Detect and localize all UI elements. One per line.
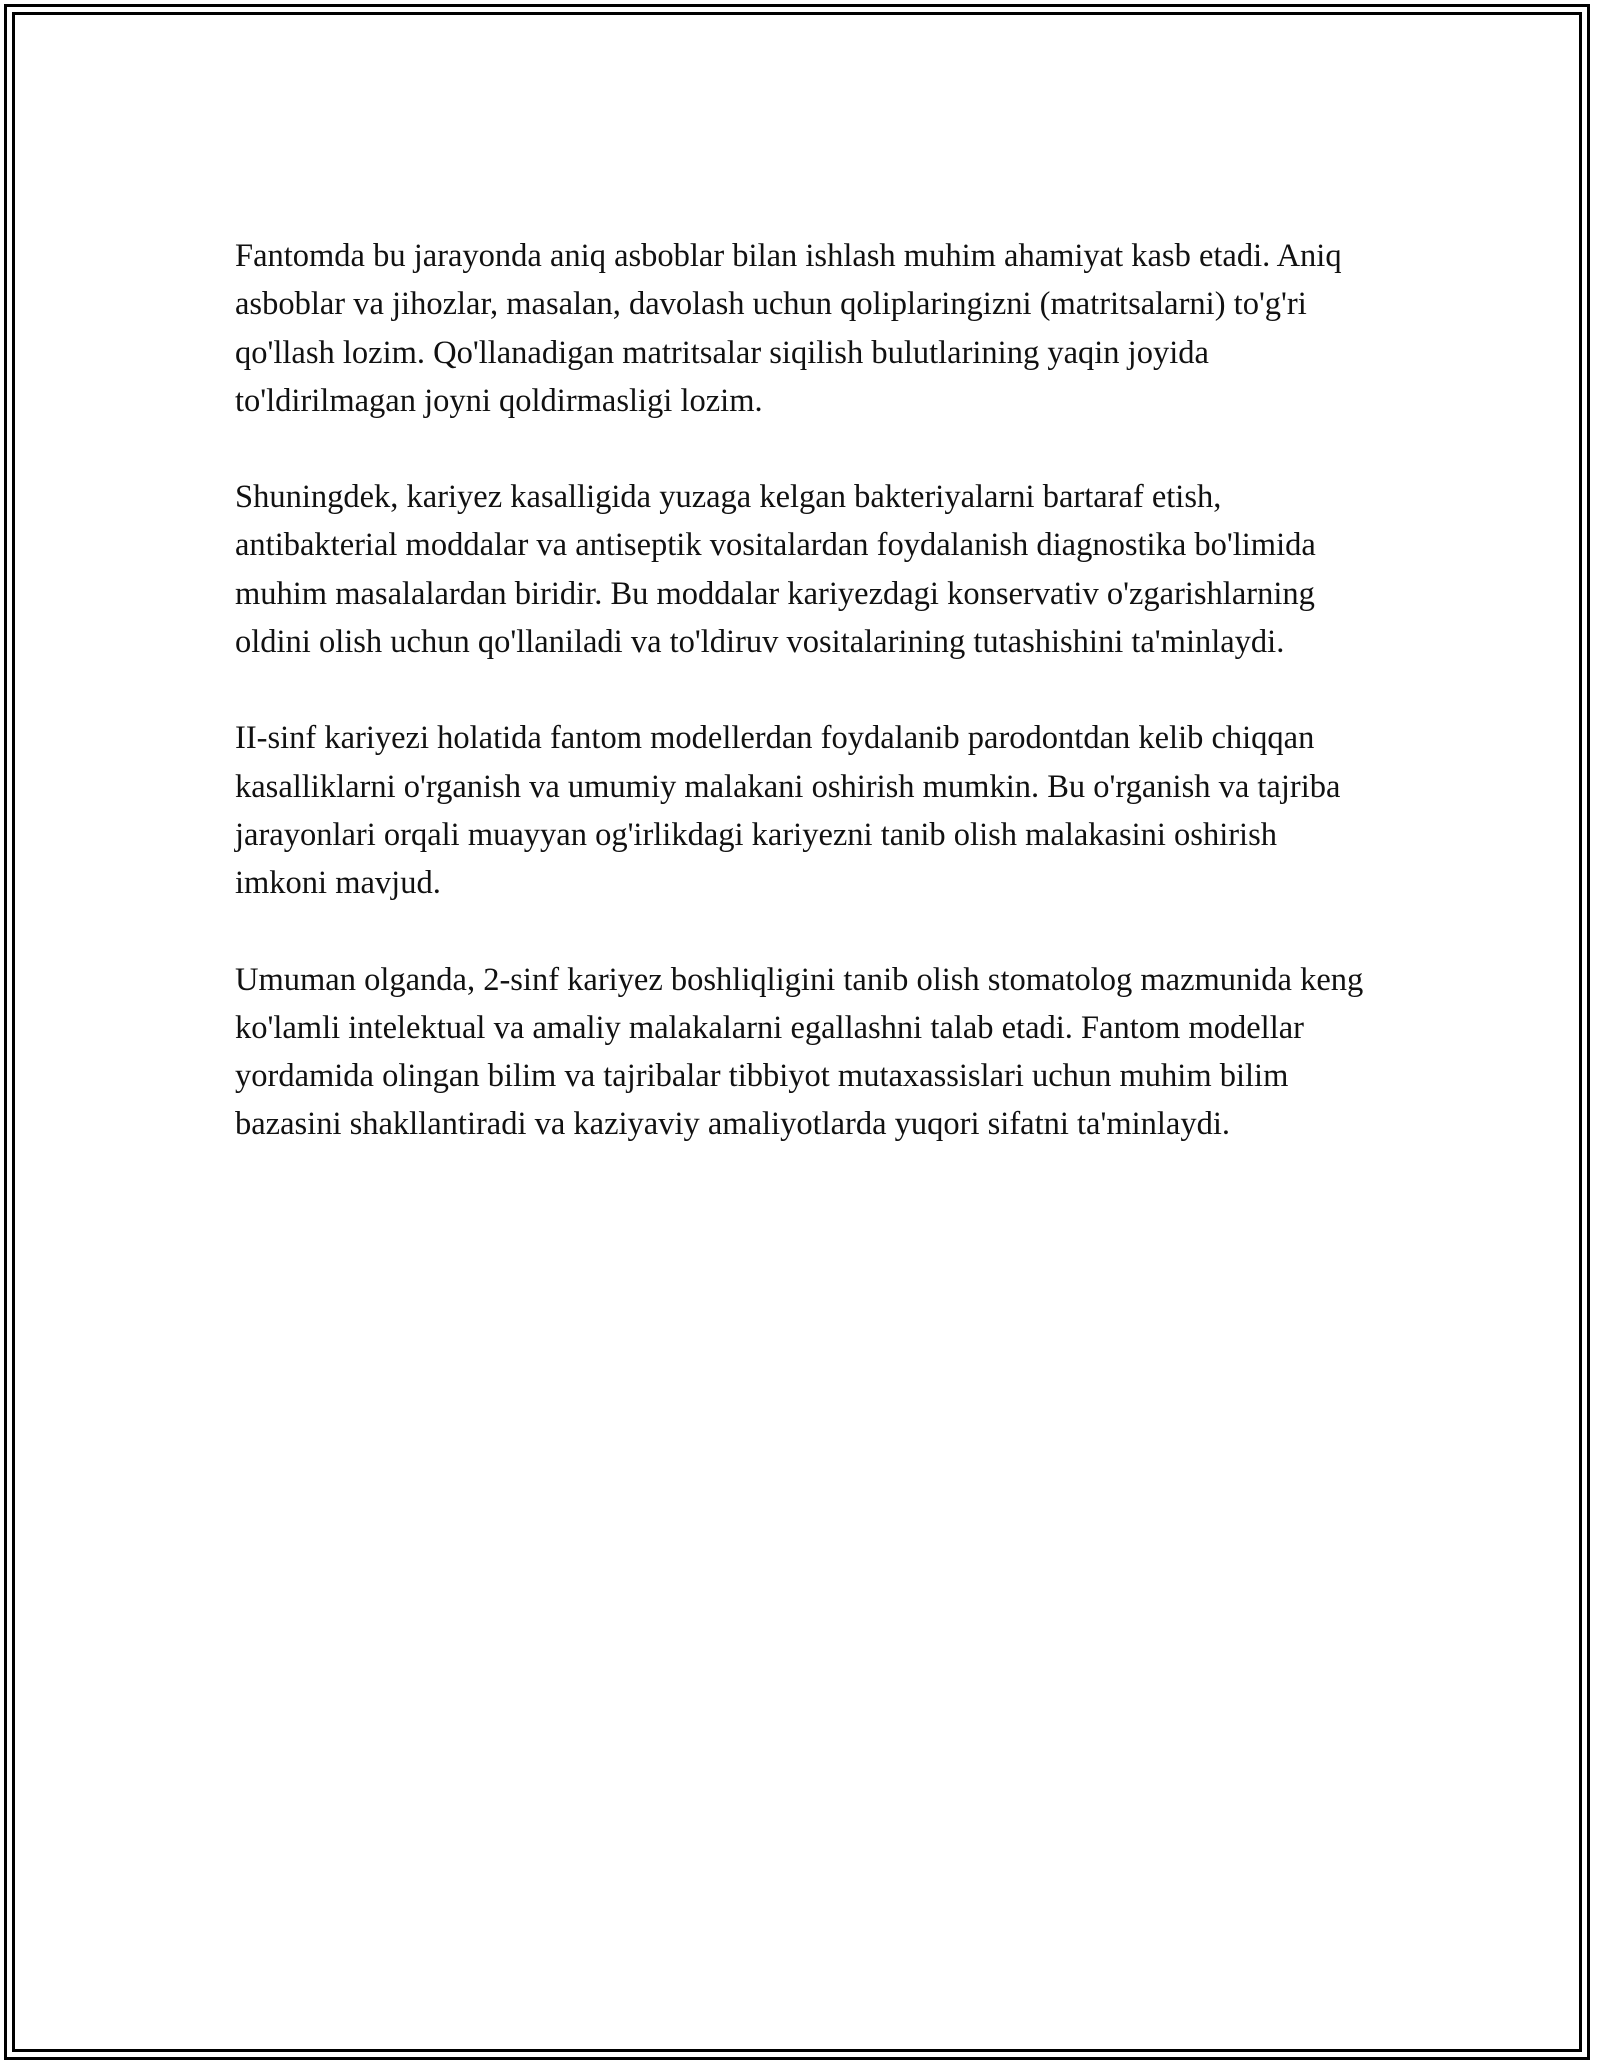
paragraph-2: Shuningdek, kariyez kasalligida yuzaga kelgan bakteriyalarni bartaraf etish, antibakterial moddalar va antiseptik vositalardan foydalanish diagnostika bo'limida muhim masalalardan biridir. Bu moddalar kariyezdagi konservativ o'zgarishlarning oldini olish uchun qo'llaniladi va to'ldiruv vositalarining tutashishini ta'minlaydi. [235, 479, 1316, 661]
document-body [235, 232, 1375, 1149]
paragraph-3: II-sinf kariyezi holatida fantom modellerdan foydalanib parodontdan kelib chiqqan kasalliklarni o'rganish va umumiy malakani oshirish mumkin. Bu o'rganish va tajriba jarayonlari orqali muayyan og'irlikdagi kariyezni tanib olish malakasini oshirish imkoni mavjud. [235, 720, 1341, 902]
paragraph-4: Umuman olganda, 2-sinf kariyez boshliqligini tanib olish stomatolog mazmunida keng ko'lamli intelektual va amaliy malakalarni egallashni talab etadi. Fantom modellar yordamida olingan bilim va tajribalar tibbiyot mutaxassislari uchun muhim bilim bazasini shakllantiradi va kaziyaviy amaliyotlarda yuqori sifatni ta'minlaydi. [235, 961, 1364, 1143]
paragraph-1: Fantomda bu jarayonda aniq asboblar bilan ishlash muhim ahamiyat kasb etadi. Aniq asboblar va jihozlar, masalan, davolash uchun qoliplaringizni (matritsalarni) to'g'ri qo'llash lozim. Qo'llanadigan matritsalar siqilish bulutlarining yaqin joyida to'ldirilmagan joyni qoldirmasligi lozim. [235, 238, 1342, 419]
